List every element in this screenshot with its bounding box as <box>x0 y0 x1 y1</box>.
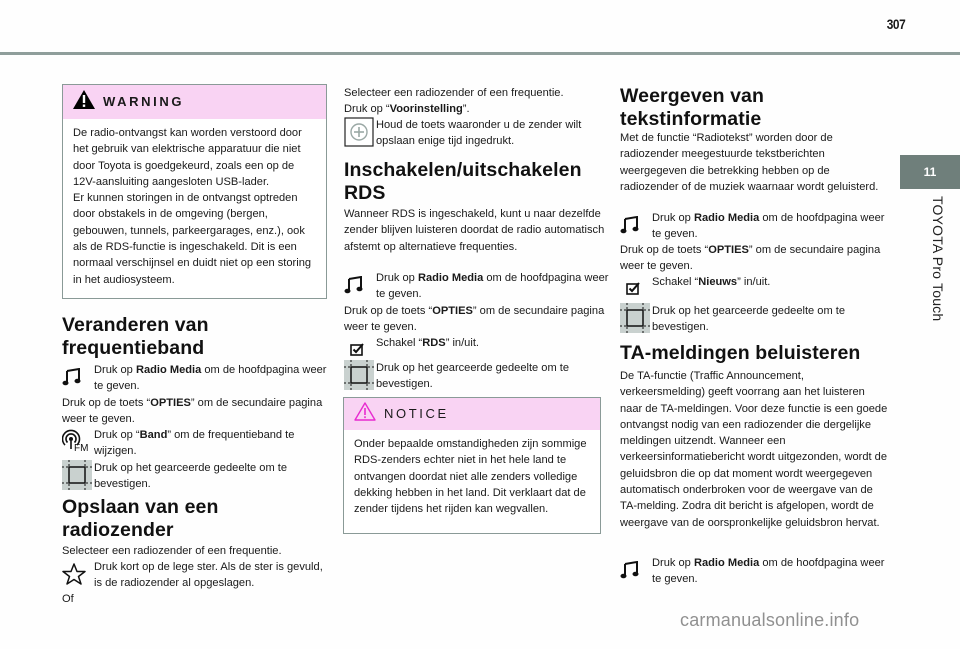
step-radio-media <box>62 362 327 395</box>
header-rule <box>0 52 960 55</box>
warning-label: WARNING <box>103 93 185 109</box>
or-text: Of <box>62 593 74 605</box>
text-info-intro: Met de functie “Radiotekst” worden door de radiozender meegestuurde tekstberichten weergegeven die betrekking hebben op de radiozender of de muziek waarnaar wordt geluisterd. <box>620 132 879 193</box>
step-radio-media <box>620 555 885 588</box>
warning-text-2: Er kunnen storingen in de ontvangst optreden door obstakels in de omgeving (bergen, gebouwen, tunnels, parkeergarages, enz.), ook als de RDS-functie is ingeschakeld. Dit is een normaal verschijnsel en duidt niet op een storing in het audiosysteem. <box>73 192 312 286</box>
step-confirm <box>344 360 609 393</box>
fm-band-icon <box>62 427 94 460</box>
section-title-rds <box>344 159 582 205</box>
preset-instruction: Druk op “Voorinstelling”. <box>344 103 470 115</box>
title-line: tekstinformatie <box>620 108 762 130</box>
page-number: 307 <box>886 16 906 32</box>
step-text: Druk op het gearceerde gedeelte om te bevestigen. <box>652 305 846 334</box>
section-title-save-station <box>62 496 218 542</box>
step-text: Druk kort op de lege ster. Als de ster is gevuld, is de radiozender al opgeslagen. <box>94 561 323 590</box>
step-confirm <box>620 303 885 336</box>
step-radio-media <box>344 270 609 303</box>
title-line: frequentieband <box>62 337 205 359</box>
warning-outline-icon <box>354 402 376 425</box>
music-note-icon <box>344 270 376 303</box>
svg-text:FM: FM <box>74 443 89 453</box>
save-intro: Selecteer een radiozender of een frequentie. <box>62 545 282 557</box>
step-radio-media <box>620 210 885 243</box>
chapter-title: TOYOTA Pro Touch <box>930 196 946 322</box>
warning-filled-icon <box>73 90 95 113</box>
options-instruction: Druk op de toets “OPTIES” om de secundaire pagina weer te geven. <box>62 397 323 426</box>
notice-body <box>344 430 600 523</box>
options-instruction: Druk op de toets “OPTIES” om de secundaire pagina weer te geven. <box>620 244 881 273</box>
chapter-tab[interactable] <box>900 155 960 189</box>
title-line: Opslaan van een <box>62 496 219 518</box>
warning-header <box>63 85 326 119</box>
step-text: Houd de toets waaronder u de zender wilt opslaan enige tijd ingedrukt. <box>376 119 582 148</box>
ta-intro: De TA-functie (Traffic Announcement, verkeersmelding) geeft voorrang aan het luisteren naar de TA-meldingen. Voor deze functie is een goede ontvangst nodig van een radiozender die dergelijke meldingen uitzendt. Wanneer een verkeersinformatiebericht wordt uitgezonden, wordt de geluidsbron die op dat moment wordt weergegeven automatisch onderbroken voor de weergave van de TA-melding. Zodra dit bericht is afgelopen, wordt de weergave van de oorspronkelijke geluidsbron hervat. <box>620 370 888 529</box>
section-title-frequency-band <box>62 314 209 360</box>
step-text: Druk op het gearceerde gedeelte om te bevestigen. <box>376 362 570 391</box>
music-note-icon <box>620 210 652 243</box>
notice-label: NOTICE <box>384 405 449 421</box>
step-text: Schakel “Nieuws” in/uit. <box>652 276 771 288</box>
hatched-area-icon <box>620 303 652 336</box>
step-toggle-rds <box>344 335 609 356</box>
warning-body <box>63 119 326 294</box>
title-line: RDS <box>344 182 386 204</box>
rds-intro: Wanneer RDS is ingeschakeld, kunt u naar dezelfde zender blijven luisteren doordat de radio automatisch afstemt op alternatieve frequenties. <box>344 208 605 253</box>
chapter-number: 11 <box>923 165 937 179</box>
step-band <box>62 427 327 460</box>
step-text: Druk op Radio Media om de hoofdpagina weer te geven. <box>652 212 885 241</box>
step-star <box>62 559 327 592</box>
checkbox-checked-icon <box>620 274 652 295</box>
checkbox-checked-icon <box>344 335 376 356</box>
hatched-area-icon <box>344 360 376 393</box>
step-text: Druk op Radio Media om de hoofdpagina weer te geven. <box>94 364 327 393</box>
step-preset <box>344 117 609 150</box>
preset-intro: Selecteer een radiozender of een frequentie. <box>344 87 564 99</box>
section-title-text-info <box>620 85 764 131</box>
step-text: Druk op Radio Media om de hoofdpagina weer te geven. <box>652 557 885 586</box>
watermark: carmanualsonline.info <box>680 610 860 630</box>
title-line: Inschakelen/uitschakelen <box>344 159 582 181</box>
hatched-area-icon <box>62 460 94 493</box>
step-text: Druk op het gearceerde gedeelte om te bevestigen. <box>94 462 288 491</box>
section-title-ta: TA-meldingen beluisteren <box>620 342 861 364</box>
title-line: Veranderen van <box>62 314 209 336</box>
options-instruction: Druk op de toets “OPTIES” om de secundaire pagina weer te geven. <box>344 305 605 334</box>
notice-header <box>344 398 600 430</box>
title-line: radiozender <box>62 519 174 541</box>
title-line: Weergeven van <box>620 85 765 107</box>
warning-box <box>62 84 327 299</box>
step-text: Schakel “RDS” in/uit. <box>376 337 479 349</box>
star-outline-icon <box>62 559 94 592</box>
step-text: Druk op Radio Media om de hoofdpagina weer te geven. <box>376 272 609 301</box>
notice-text: Onder bepaalde omstandigheden zijn sommige RDS-zenders echter niet in het hele land te ontvangen doordat niet alle zenders volledige dekking hebben in het land. Dit verklaart dat de zender tijdens het rijden kan wegvallen. <box>354 438 587 516</box>
music-note-icon <box>62 362 94 395</box>
plus-circle-icon <box>344 117 376 150</box>
music-note-icon <box>620 555 652 588</box>
step-confirm <box>62 460 327 493</box>
notice-box <box>343 397 601 534</box>
step-toggle-news <box>620 274 885 295</box>
warning-text-1: De radio-ontvangst kan worden verstoord door het gebruik van elektrische apparatuur die niet door Toyota is goedgekeurd, zoals een op de 12V-aansluiting aangesloten USB-lader. <box>73 127 302 188</box>
step-text: Druk op “Band” om de frequentieband te wijzigen. <box>94 429 295 458</box>
